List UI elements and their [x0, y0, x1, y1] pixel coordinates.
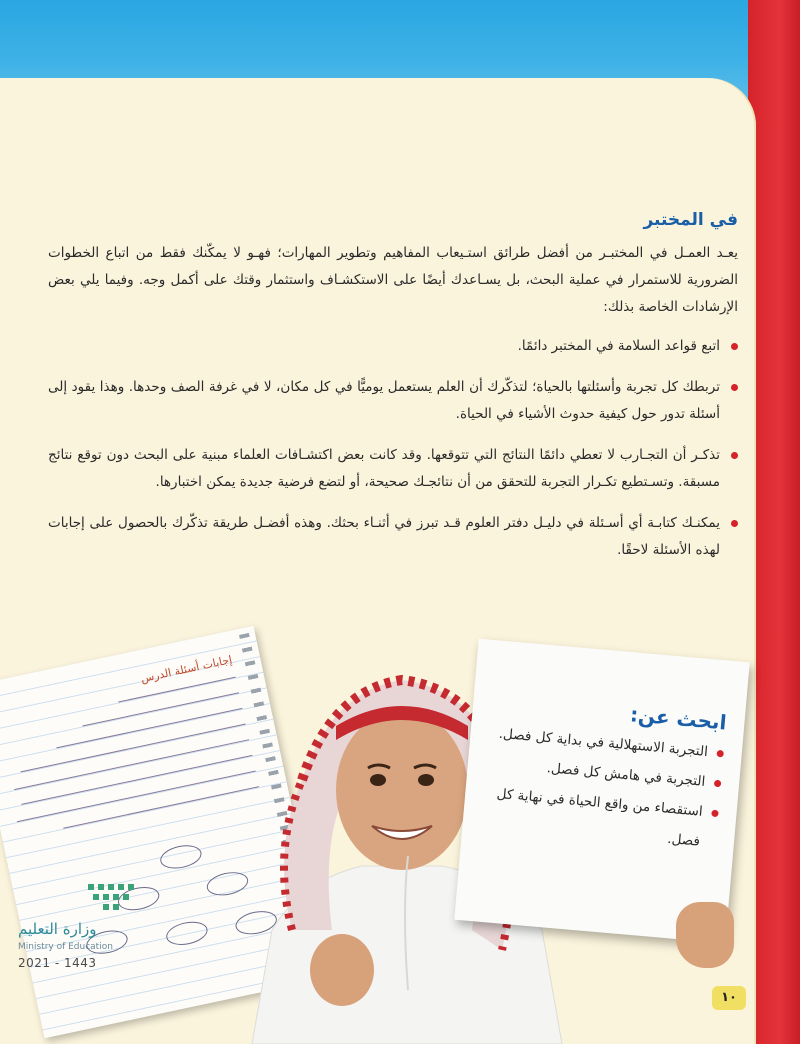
- notebook-scribble: [63, 786, 259, 829]
- list-item: [48, 510, 738, 564]
- lab-section: [48, 210, 738, 578]
- list-item-text: التجربة في هامش كل فصل.: [546, 760, 706, 790]
- edition-year: 2021 - 1443: [18, 956, 97, 970]
- notebook-scribble: [56, 708, 242, 748]
- list-item-text: يمكنـك كتابـة أي أسـئلة في دليـل دفتر العلوم قـد تبرز في أثنـاء بحثك. وهذه أفضـل طريقة تذكّرك بالحصول على إجابات لهذه الأسئلة لاحقًا.: [48, 515, 720, 558]
- bullet-dot-icon: [714, 780, 722, 788]
- look-for-list: [479, 718, 725, 858]
- bullet-dot-icon: [731, 520, 738, 527]
- ministry-logo: [14, 880, 174, 990]
- notebook-scribble: [82, 692, 239, 726]
- list-item: [48, 442, 738, 496]
- concept-map-node: [158, 842, 204, 872]
- bullet-dot-icon: [731, 452, 738, 459]
- list-item: [48, 333, 738, 360]
- list-item-text: استقصاء من واقع الحياة في نهاية كل فصل.: [496, 785, 704, 850]
- bullet-dot-icon: [716, 750, 724, 758]
- notebook-heading: إجابات أسئلة الدرس: [139, 653, 234, 686]
- look-for-board: [454, 639, 750, 944]
- bullet-dot-icon: [711, 810, 719, 818]
- hand-holding-board: [676, 902, 734, 968]
- ministry-name-english: Ministry of Education: [18, 942, 113, 952]
- list-item: [48, 374, 738, 428]
- notebook-scribble: [118, 677, 236, 703]
- bullet-dot-icon: [731, 384, 738, 391]
- guidelines-list: [48, 333, 738, 564]
- list-item-text: تربطك كل تجربة وأسئلتها بالحياة؛ لتذكّرك أن العلم يستعمل يوميًّا في كل مكان، لا في غرفة الصف وحدها. وهذا يقود إلى أسئلة تدور حول كيفية حدوث الأشياء في الحياة.: [48, 379, 720, 422]
- list-item-text: اتبع قواعد السلامة في المختبر دائمًا.: [517, 338, 720, 354]
- ministry-emblem-icon: [84, 880, 154, 920]
- section-title: في المختبر: [643, 210, 738, 230]
- list-item-text: تذكـر أن التجـارب لا تعطي دائمًا النتائج التي تتوقعها. وقد كانت بعض اكتشـافات العلماء مبنية على البحث دون توقع نتائج مسبقة. وتسـتطيع تكـرار التجربة للتحقق من أن نتائجـك صحيحة، أو لتضع فرضية جديدة يمكن اختبارها.: [48, 447, 720, 490]
- look-for-content: [479, 690, 727, 858]
- bullet-dot-icon: [731, 343, 738, 350]
- look-for-title: ابحث عن:: [629, 702, 728, 735]
- section-intro: يعـد العمـل في المختبـر من أفضل طرائق استـيعاب المفاهيم وتطوير المهارات؛ فهـو لا يمكّنك فقط من اتباع الخطوات الضرورية للاستمرار في عملية البحث، بل يسـاعدك أيضًا على الاستكشـاف واستثمار وقتك على أكمل وجه. وفيما يلي بعض الإرشادات الخاصة بذلك:: [48, 245, 738, 315]
- ministry-name-arabic: وزارة التعليم: [18, 920, 97, 938]
- list-item-text: التجربة الاستهلالية في بداية كل فصل.: [498, 725, 709, 761]
- page-number: ١٠: [712, 986, 746, 1010]
